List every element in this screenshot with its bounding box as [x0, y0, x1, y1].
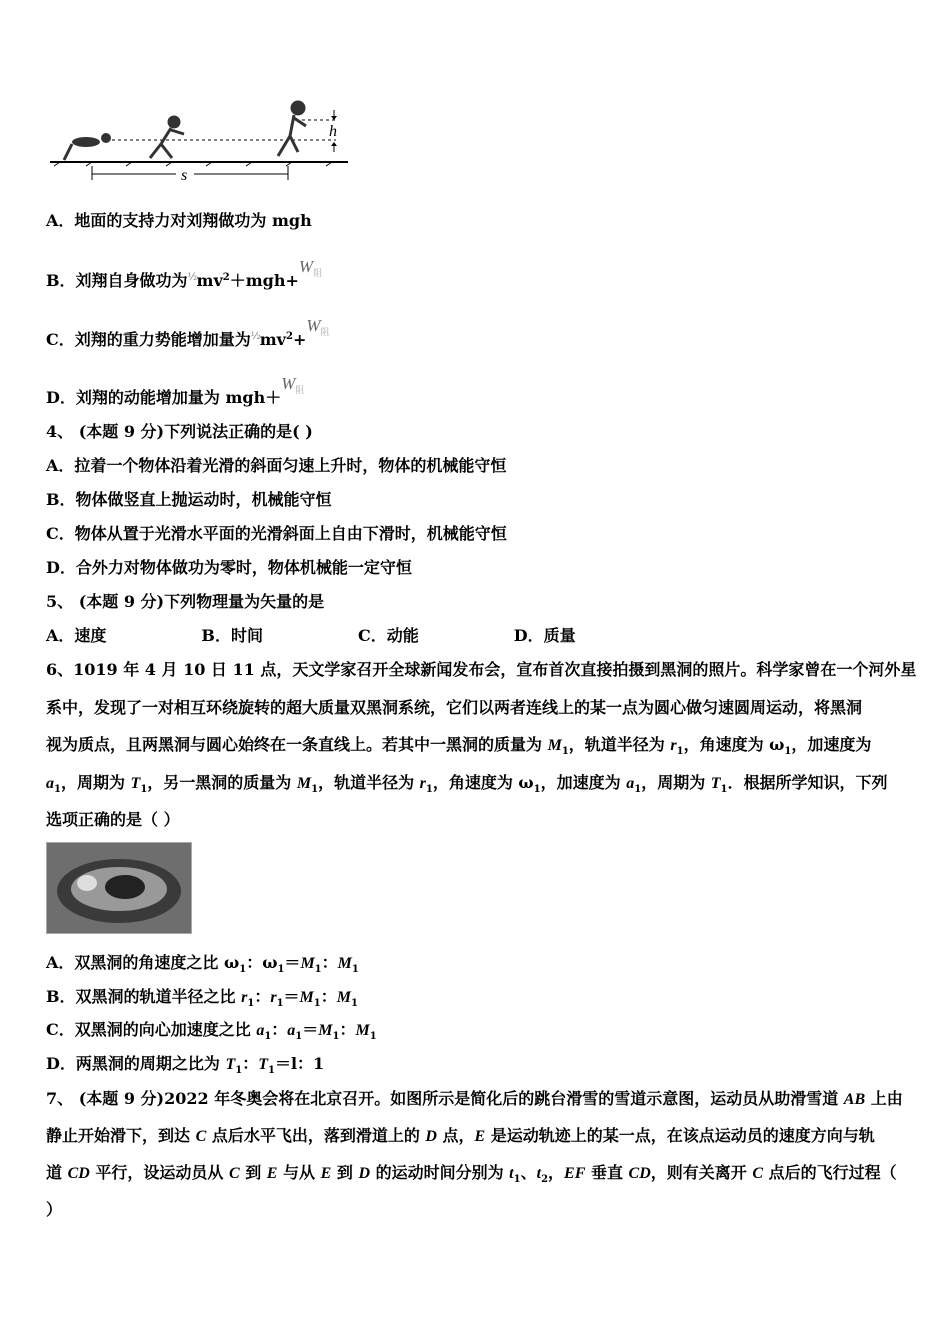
text-segment: 1 — [720, 784, 728, 795]
text-segment: C．双黑洞的向心加速度之比 — [46, 1020, 257, 1039]
text-segment: 1 — [247, 998, 255, 1009]
text-segment: ．根据所学知识，下列 — [727, 773, 888, 792]
text-segment: r — [419, 775, 426, 792]
q3-option-b — [46, 256, 322, 292]
text-segment: 1 — [676, 746, 684, 757]
q6-stem-line — [46, 734, 871, 763]
text-segment: 阻 — [320, 328, 330, 338]
q6-stem-line — [46, 809, 180, 831]
text-segment: 点， — [436, 1126, 475, 1145]
text-segment: ，则有关离开 — [650, 1163, 753, 1182]
text-segment: C — [195, 1128, 207, 1145]
text-segment: 上由 — [865, 1089, 903, 1108]
text-segment: 阻 — [313, 269, 323, 279]
text-segment: ： — [321, 953, 338, 972]
q5-stem — [46, 591, 324, 613]
running-figure-diagram — [46, 100, 356, 190]
text-segment: D．合外力对物体做功为零时，物体机械能一定守恒 — [46, 558, 412, 577]
text-segment: 1 — [313, 998, 321, 1009]
text-segment: a — [287, 1022, 296, 1039]
text-segment: M — [300, 955, 315, 972]
text-segment: M — [318, 1022, 333, 1039]
text-segment: 1 — [54, 784, 61, 795]
text-segment: E — [266, 1165, 278, 1182]
text-segment: ： — [242, 1054, 259, 1073]
text-segment: B．时间 — [201, 626, 263, 645]
text-segment: + — [292, 330, 307, 349]
text-segment: M — [547, 737, 562, 754]
text-segment: D．两黑洞的周期之比为 — [46, 1054, 226, 1073]
text-segment: A．双黑洞的角速度之比 ω — [46, 953, 240, 972]
text-segment: T — [130, 775, 141, 792]
text-segment: r — [241, 989, 248, 1006]
text-segment: 1 — [264, 1031, 272, 1042]
text-segment: 2 — [285, 331, 293, 342]
text-segment: M — [299, 989, 314, 1006]
text-segment: 1 — [513, 1174, 521, 1185]
text-segment: 1 — [295, 1031, 303, 1042]
text-segment: B．物体做竖直上抛运动时，机械能守恒 — [46, 490, 332, 509]
text-segment: mv — [259, 330, 286, 349]
text-segment: 1 — [239, 964, 247, 975]
text-segment: 1 — [311, 784, 319, 795]
text-segment: C．动能 — [357, 626, 419, 645]
q7-stem-line — [46, 1199, 62, 1221]
q3-option-d — [46, 373, 304, 409]
text-segment: 阻 — [295, 386, 305, 396]
q4-option-b — [46, 489, 332, 511]
text-segment: a — [626, 775, 635, 792]
text-segment: M — [337, 955, 352, 972]
text-segment: r — [670, 737, 677, 754]
text-segment: 2 — [222, 272, 230, 283]
text-segment: ，角速度为 ω — [432, 773, 534, 792]
text-segment: 平行，设运动员从 — [89, 1163, 229, 1182]
text-segment: 1 — [277, 964, 285, 975]
text-segment: D — [425, 1128, 437, 1145]
text-segment: M — [336, 989, 351, 1006]
label-s: s — [181, 167, 188, 184]
text-segment: C．刘翔的重力势能增加量为 — [46, 330, 251, 349]
work-symbol: W — [306, 316, 321, 335]
text-segment: E — [320, 1165, 332, 1182]
text-segment: ，周期为 — [641, 773, 711, 792]
text-segment: ： — [320, 987, 337, 1006]
text-segment: 垂直 — [585, 1163, 629, 1182]
q6-stem-line — [46, 697, 862, 719]
text-segment: ，另一黑洞的质量为 — [147, 773, 297, 792]
text-segment: T — [710, 775, 721, 792]
text-segment: 1 — [351, 964, 359, 975]
q4-option-d — [46, 557, 412, 579]
q7-stem-line — [46, 1088, 903, 1111]
text-segment: A．速度 — [46, 626, 107, 645]
text-segment: 视为质点，且两黑洞与圆心始终在一条直线上。若其中一黑洞的质量为 — [46, 735, 548, 754]
q3-option-c — [46, 315, 330, 351]
text-segment: E — [474, 1128, 486, 1145]
text-segment: 7、 (本题 9 分)2022 年冬奥会将在北京召开。如图所示是简化后的跳台滑雪的雪道示意图，运动员从助滑雪道 — [46, 1089, 844, 1108]
text-segment: ：ω — [246, 953, 278, 972]
q3-option-a — [46, 210, 312, 232]
text-segment: 1 — [268, 1065, 275, 1076]
text-segment: T — [258, 1056, 268, 1073]
runner-crouch — [64, 133, 111, 160]
label-h: h — [329, 123, 337, 140]
q6-option-c — [46, 1019, 377, 1048]
text-segment: 道 — [46, 1163, 68, 1182]
text-segment: ： — [271, 1020, 288, 1039]
work-symbol: W — [298, 257, 314, 276]
text-segment: ，轨道半径为 — [568, 735, 671, 754]
q6-stem-line — [46, 772, 888, 801]
runner-start — [150, 117, 184, 158]
q4-option-a — [46, 455, 506, 477]
text-segment: A．地面的支持力对刘翔做功为 mgh — [46, 211, 312, 230]
q6-stem-line — [46, 659, 916, 681]
text-segment: t — [509, 1165, 514, 1182]
text-segment: ，角速度为 ω — [683, 735, 785, 754]
text-segment: 1 — [533, 784, 541, 795]
text-segment: T — [225, 1056, 236, 1073]
text-segment: 1 — [314, 964, 322, 975]
q6-option-a — [46, 952, 359, 981]
text-segment: ， — [548, 1163, 565, 1182]
q7-stem-line — [46, 1125, 875, 1148]
text-segment: D．刘翔的动能增加量为 mgh＋ — [46, 388, 282, 407]
text-segment: C．物体从置于光滑水平面的光滑斜面上自由下滑时，机械能守恒 — [46, 524, 507, 543]
text-segment: ＝ — [283, 987, 300, 1006]
text-segment: a — [256, 1022, 265, 1039]
text-segment: C — [752, 1165, 764, 1182]
text-segment: EF — [564, 1165, 586, 1182]
q5-options — [46, 625, 576, 647]
text-segment: AB — [843, 1091, 866, 1108]
text-segment: 1 — [351, 998, 358, 1009]
text-segment: ½ — [187, 272, 198, 283]
text-segment: r — [270, 989, 277, 1006]
text-segment: 系中，发现了一对相互环绕旋转的超大质量双黑洞系统，它们以两者连线上的某一点为圆心做匀速圆周运动，将黑洞 — [46, 698, 863, 717]
text-segment: C — [228, 1165, 240, 1182]
text-segment: ½ — [250, 331, 261, 342]
text-segment: M — [296, 775, 312, 792]
q4-option-c — [46, 523, 507, 545]
text-segment: 1 — [634, 784, 642, 795]
text-segment: 1 — [369, 1031, 377, 1042]
text-segment: t — [536, 1165, 542, 1182]
text-segment: 点后的飞行过程（ — [763, 1163, 897, 1182]
text-segment: 静止开始滑下，到达 — [46, 1126, 196, 1145]
text-segment: B．双黑洞的轨道半径之比 — [46, 987, 242, 1006]
text-segment: 1 — [276, 998, 284, 1009]
text-segment: mv — [196, 271, 223, 290]
text-segment: 到 — [239, 1163, 267, 1182]
text-segment: 是运动轨迹上的某一点，在该点运动员的速度方向与轨 — [485, 1126, 875, 1145]
black-hole-photo — [46, 842, 192, 934]
text-segment: ，周期为 — [60, 773, 131, 792]
text-segment: 到 — [331, 1163, 359, 1182]
text-segment: 4、 (本题 9 分)下列说法正确的是( ) — [46, 422, 313, 441]
text-segment: 1 — [332, 1031, 340, 1042]
text-segment: ，轨道半径为 — [318, 773, 420, 792]
text-segment: B．刘翔自身做功为 — [46, 271, 188, 290]
text-segment: ： — [339, 1020, 356, 1039]
text-segment: ＝ — [284, 953, 301, 972]
text-segment: 1 — [140, 784, 148, 795]
text-segment: 1 — [235, 1065, 243, 1076]
work-symbol: W — [281, 374, 296, 393]
text-segment: ＝l：1 — [274, 1054, 325, 1073]
text-segment: a — [46, 775, 54, 792]
q6-option-b — [46, 986, 358, 1015]
text-segment: ＋mgh+ — [229, 271, 299, 290]
text-segment: 5、 (本题 9 分)下列物理量为矢量的是 — [46, 592, 325, 611]
text-segment: 6、1019 年 4 月 10 日 11 点，天文学家召开全球新闻发布会，宣布首次直接拍摄到黑洞的照片。科学家曾在一个河外星 — [46, 660, 917, 679]
q4-stem — [46, 421, 313, 443]
text-segment: CD — [67, 1165, 90, 1182]
q6-option-d — [46, 1053, 324, 1082]
text-segment: D — [358, 1165, 371, 1182]
text-segment: 点后水平飞出，落到滑道上的 — [206, 1126, 426, 1145]
text-segment: ，加速度为 — [540, 773, 627, 792]
text-segment: 1 — [425, 784, 433, 795]
q7-stem-line — [46, 1162, 897, 1191]
text-segment: 与从 — [277, 1163, 321, 1182]
runner-upright — [278, 102, 306, 156]
text-segment: ，加速度为 — [791, 735, 872, 754]
text-segment: ） — [46, 1200, 63, 1219]
text-segment: CD — [628, 1165, 651, 1182]
text-segment: 2 — [541, 1174, 549, 1185]
text-segment: M — [355, 1022, 370, 1039]
text-segment: 1 — [561, 746, 569, 757]
text-segment: 1 — [784, 746, 792, 757]
text-segment: ＝ — [302, 1020, 319, 1039]
text-segment: D．质量 — [513, 626, 576, 645]
text-segment: 、 — [520, 1163, 537, 1182]
text-segment: A．拉着一个物体沿着光滑的斜面匀速上升时，物体的机械能守恒 — [46, 456, 507, 475]
text-segment: 选项正确的是（ ） — [46, 810, 180, 829]
text-segment: ： — [254, 987, 271, 1006]
text-segment: 的运动时间分别为 — [370, 1163, 510, 1182]
